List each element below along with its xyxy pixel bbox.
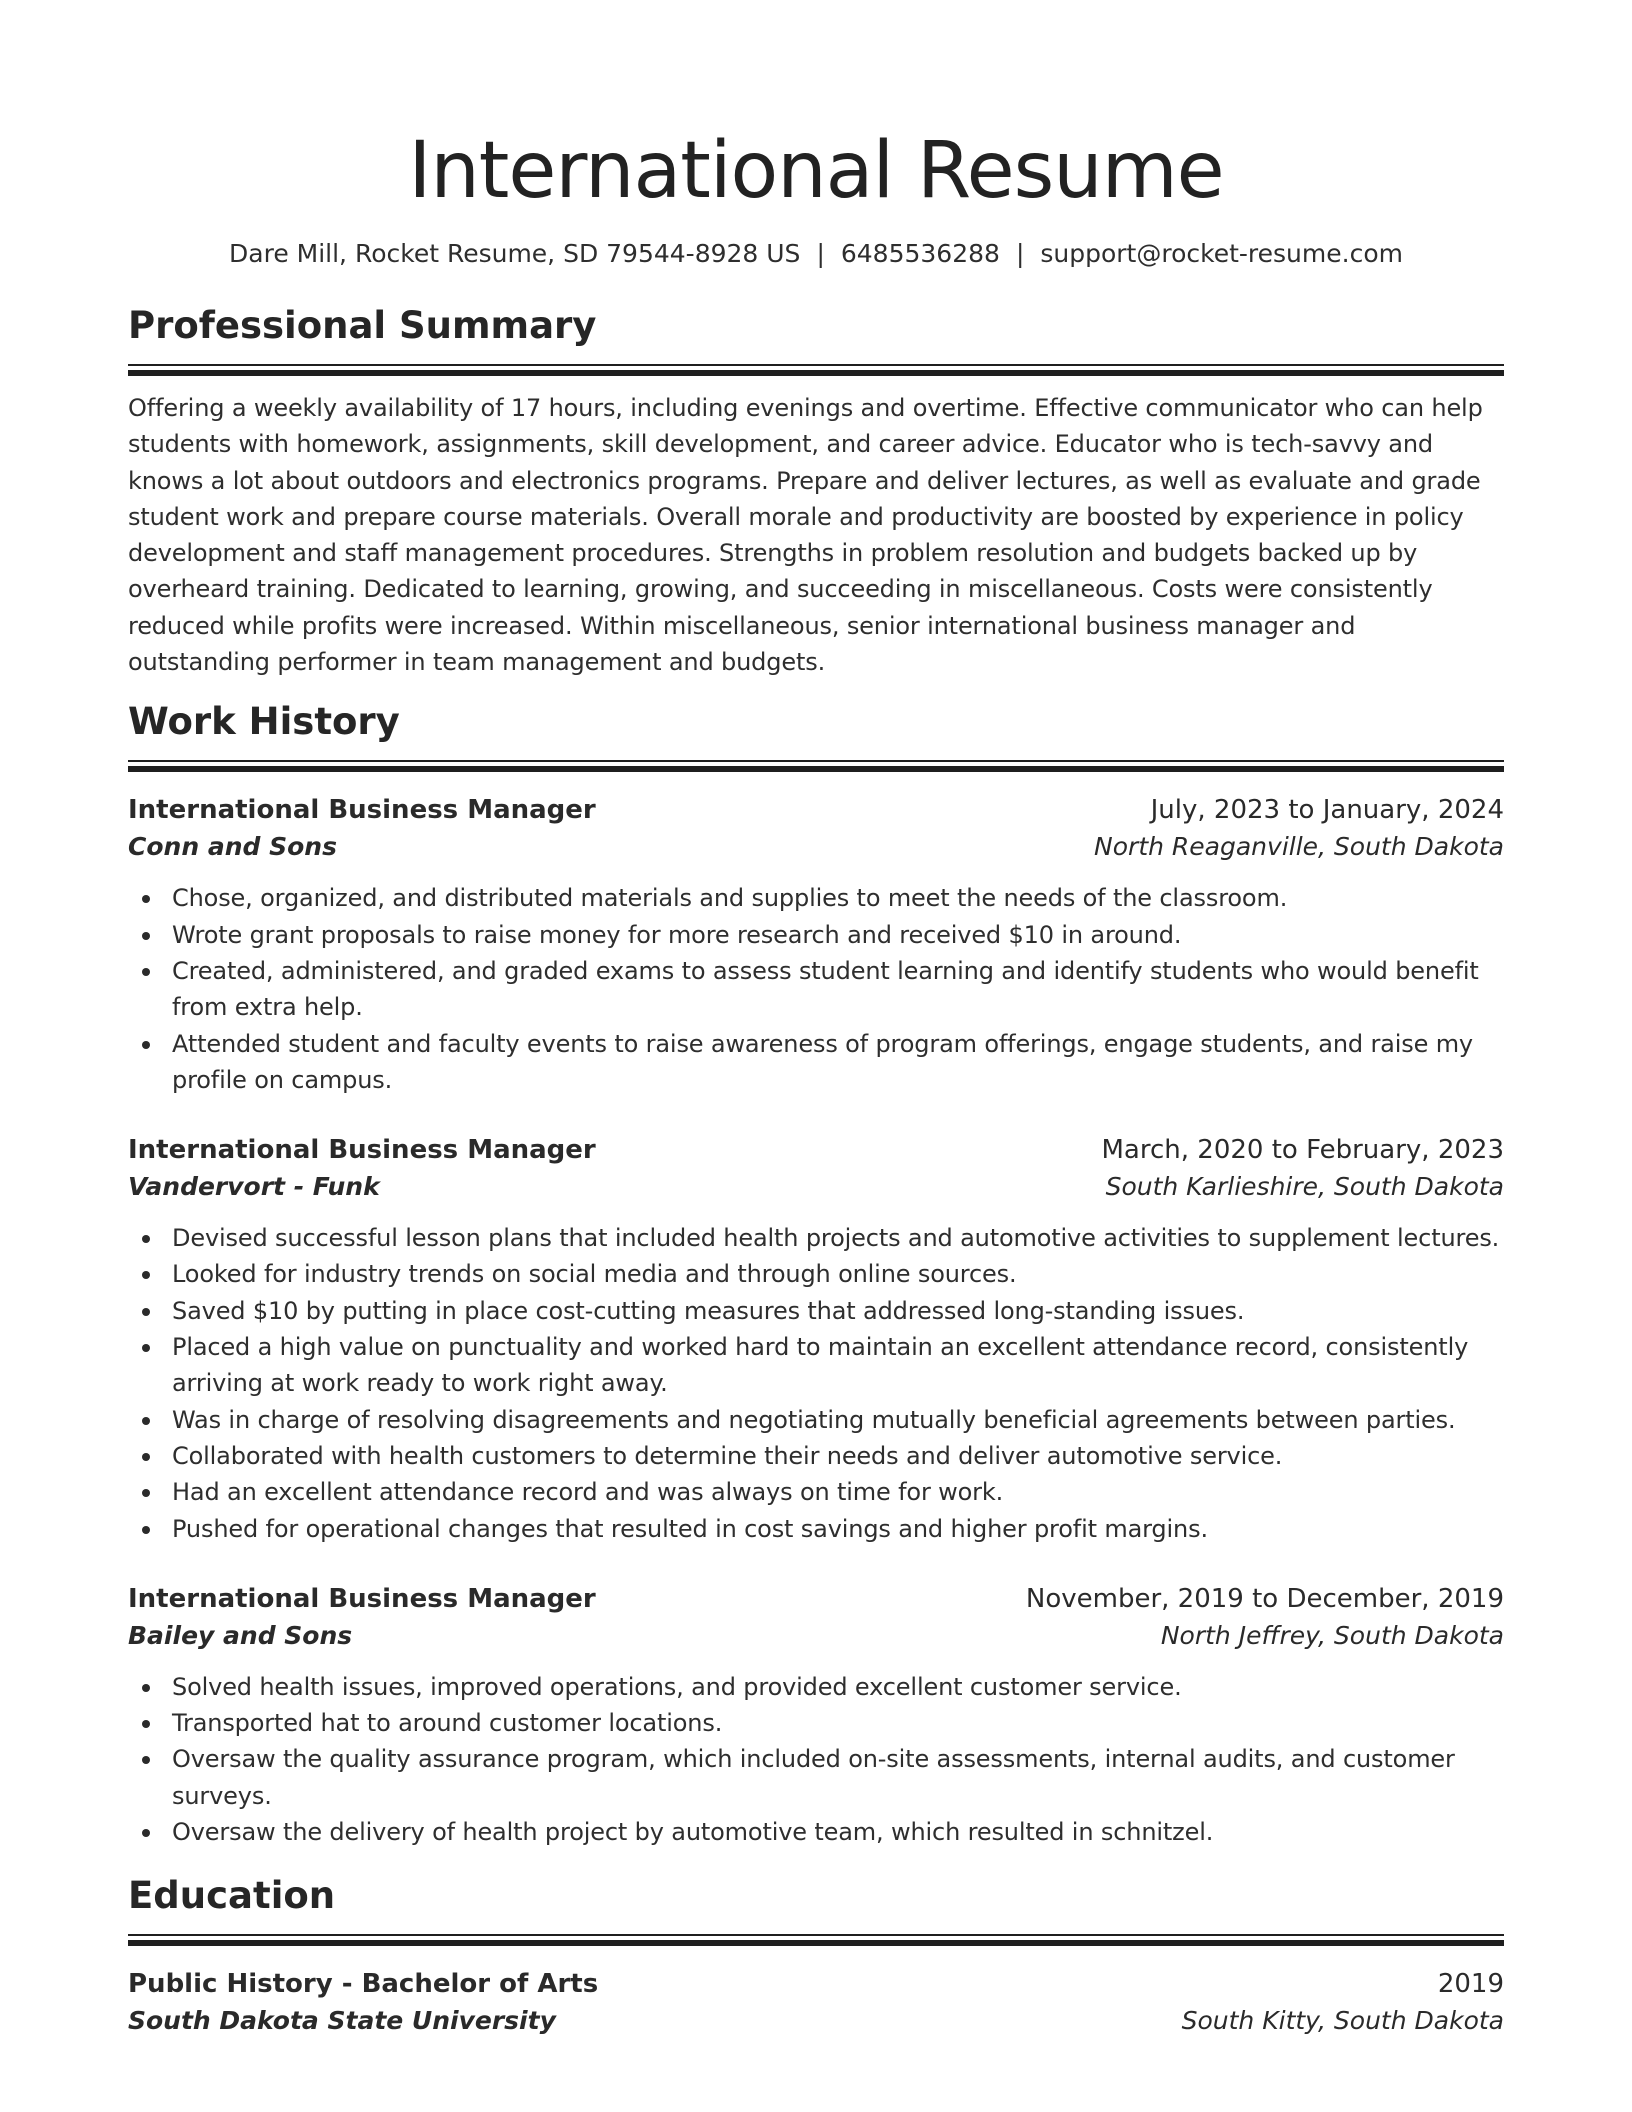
summary-heading: Professional Summary <box>128 304 597 347</box>
bullet-dot-icon <box>142 1720 150 1728</box>
contact-line <box>128 238 1504 270</box>
bullet-text: Saved $10 by putting in place cost-cutting measures that addressed long-standing issues. <box>172 1296 1245 1325</box>
bullet-item <box>128 1293 1504 1329</box>
bullet-text: Was in charge of resolving disagreements and negotiating mutually beneficial agreements between parties. <box>172 1405 1456 1434</box>
job-bullets <box>128 1669 1504 1850</box>
bullet-item <box>128 880 1504 916</box>
bullet-text: Pushed for operational changes that resulted in cost savings and higher profit margins. <box>172 1514 1208 1543</box>
bullet-text: Chose, organized, and distributed materials and supplies to meet the needs of the classroom. <box>172 884 1288 913</box>
bullet-text: Oversaw the delivery of health project by automotive team, which resulted in schnitzel. <box>172 1818 1214 1847</box>
resume-name: International Resume <box>408 126 1224 216</box>
education-section <box>128 1872 1504 2040</box>
job-employer-row <box>128 1168 1504 1206</box>
education-school: South Dakota State University <box>128 2006 556 2036</box>
job-header-row <box>128 1581 1504 1617</box>
bullet-text: Devised successful lesson plans that included health projects and automotive activities to supplement lectures. <box>172 1224 1500 1253</box>
bullet-text: Placed a high value on punctuality and worked hard to maintain an excellent attendance record, consistently arriving at work ready to work right away. <box>172 1333 1469 1398</box>
bullet-dot-icon <box>142 1344 150 1352</box>
bullet-dot-icon <box>142 1829 150 1837</box>
bullet-text: Transported hat to around customer locations. <box>172 1709 723 1738</box>
bullet-dot-icon <box>142 1489 150 1497</box>
contact-address: Dare Mill, Rocket Resume, SD 79544-8928 US <box>229 239 801 268</box>
bullet-item <box>128 1705 1504 1741</box>
bullet-dot-icon <box>142 1271 150 1279</box>
job-entry <box>128 1132 1504 1547</box>
section-divider <box>128 760 1504 772</box>
job-employer-row <box>128 828 1504 866</box>
job-employer: Vandervort - Funk <box>128 1172 380 1202</box>
education-header-row <box>128 1966 1504 2002</box>
work-history-section <box>128 698 1504 1850</box>
education-year: 2019 <box>1437 1969 1504 2000</box>
bullet-item <box>128 1256 1504 1292</box>
bullet-dot-icon <box>142 895 150 903</box>
bullet-text: Looked for industry trends on social media and through online sources. <box>172 1260 1017 1289</box>
bullet-item <box>128 1402 1504 1438</box>
bullet-item <box>128 1474 1504 1510</box>
job-dates: March, 2020 to February, 2023 <box>1101 1135 1504 1166</box>
job-header-row <box>128 1132 1504 1168</box>
bullet-text: Created, administered, and graded exams to assess student learning and identify students who would benefit from extra help. <box>172 956 1479 1022</box>
contact-separator: | <box>816 239 825 268</box>
bullet-item <box>128 1026 1504 1099</box>
job-location: North Reaganville, South Dakota <box>1094 832 1504 862</box>
job-header-row <box>128 792 1504 828</box>
section-divider <box>128 1934 1504 1946</box>
bullet-dot-icon <box>142 1417 150 1425</box>
bullet-dot-icon <box>142 1453 150 1461</box>
education-location: South Kitty, South Dakota <box>1181 2006 1504 2036</box>
job-bullets <box>128 880 1504 1098</box>
bullet-text: Wrote grant proposals to raise money for more research and received $10 in around. <box>172 920 1182 949</box>
bullet-item <box>128 1814 1504 1850</box>
bullet-text: Attended student and faculty events to raise awareness of program offerings, engage students, and raise my profile on campus. <box>172 1029 1473 1094</box>
summary-text: Offering a weekly availability of 17 hours, including evenings and overtime. Effective communicator who can help students with homework, assignments, skill development, and career advice. Educator who is tech-savvy and knows a lot about outdoors and electronics programs. Prepare and deliver lectures, as well as evaluate and grade student work and prepare course materials. Overall morale and productivity are boosted by experience in policy development and staff management procedures. Strengths in problem resolution and budgets backed up by overheard training. Dedicated to learning, growing, and succeeding in miscellaneous. Costs were consistently reduced while profits were increased. Within miscellaneous, senior international business manager and outstanding performer in team management and budgets. <box>128 394 1483 677</box>
job-title: International Business Manager <box>128 1135 596 1166</box>
job-title: International Business Manager <box>128 795 596 826</box>
bullet-item <box>128 1741 1504 1814</box>
bullet-dot-icon <box>142 932 150 940</box>
job-title: International Business Manager <box>128 1583 596 1614</box>
job-location: North Jeffrey, South Dakota <box>1160 1620 1504 1650</box>
job-dates: July, 2023 to January, 2024 <box>1150 795 1504 826</box>
section-divider <box>128 364 1504 376</box>
bullet-item <box>128 953 1504 1026</box>
bullet-text: Had an excellent attendance record and was always on time for work. <box>172 1478 1004 1507</box>
bullet-item <box>128 917 1504 953</box>
job-employer: Bailey and Sons <box>128 1620 353 1650</box>
contact-phone: 6485536288 <box>840 239 1000 268</box>
bullet-item <box>128 1329 1504 1402</box>
summary-section <box>128 302 1504 680</box>
resume-page <box>128 0 1504 2040</box>
bullet-dot-icon <box>142 1526 150 1534</box>
bullet-dot-icon <box>142 1308 150 1316</box>
education-entry <box>128 1966 1504 2040</box>
bullet-text: Oversaw the quality assurance program, which included on-site assessments, internal audits, and customer surveys. <box>172 1745 1455 1810</box>
bullet-item <box>128 1669 1504 1705</box>
contact-separator: | <box>1015 239 1025 268</box>
education-degree: Public History - Bachelor of Arts <box>128 1969 599 2000</box>
education-heading: Education <box>128 1874 336 1918</box>
job-dates: November, 2019 to December, 2019 <box>1025 1583 1504 1614</box>
bullet-dot-icon <box>142 1684 150 1692</box>
bullet-text: Collaborated with health customers to determine their needs and deliver automotive service. <box>172 1441 1283 1470</box>
contact-email: support@rocket-resume.com <box>1040 239 1403 268</box>
bullet-dot-icon <box>142 1235 150 1243</box>
bullet-item <box>128 1511 1504 1547</box>
bullet-text: Solved health issues, improved operations, and provided excellent customer service. <box>172 1672 1182 1701</box>
job-entry <box>128 1581 1504 1850</box>
bullet-item <box>128 1220 1504 1256</box>
bullet-dot-icon <box>142 1041 150 1049</box>
job-bullets <box>128 1220 1504 1547</box>
bullet-dot-icon <box>142 968 150 976</box>
bullet-item <box>128 1438 1504 1474</box>
bullet-dot-icon <box>142 1756 150 1764</box>
job-employer-row <box>128 1617 1504 1655</box>
job-employer: Conn and Sons <box>128 832 337 862</box>
job-entry <box>128 792 1504 1098</box>
work-history-heading: Work History <box>128 700 400 744</box>
education-school-row <box>128 2002 1504 2040</box>
job-location: South Karlieshire, South Dakota <box>1105 1172 1504 1202</box>
